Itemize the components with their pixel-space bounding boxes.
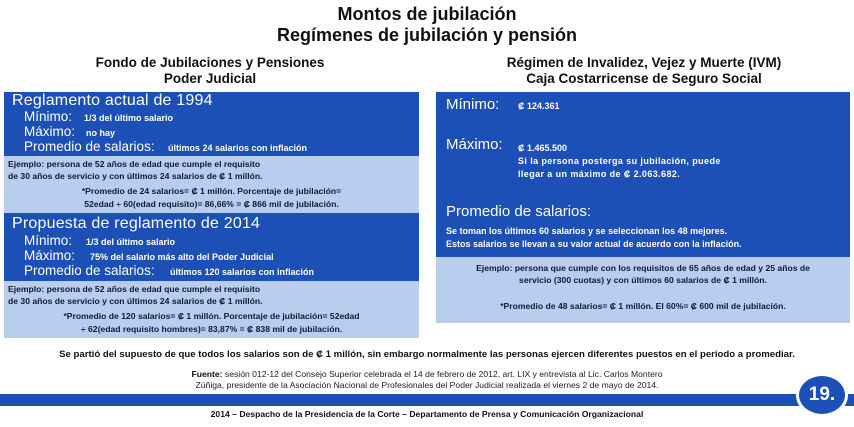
ivm-max-value: ₡ 1.465.500 bbox=[518, 143, 568, 153]
right-heading-line2: Caja Costarricense de Seguro Social bbox=[526, 71, 762, 86]
left-heading-line2: Poder Judicial bbox=[163, 71, 257, 86]
ivm-example-line2: servicio (300 cuotas) y con últimos 60 salarios de ₡ 1 millón. bbox=[519, 275, 767, 285]
ivm-min-label: Mínimo: bbox=[446, 96, 500, 113]
actual-max-label: Máximo: bbox=[24, 124, 76, 139]
bottom-bar bbox=[0, 394, 854, 406]
actual-example-line4: 52edad ÷ 60(edad requisito)= 86,66% = ₡ 866 mil de jubilación. bbox=[84, 199, 339, 209]
ivm-example-line1: Ejemplo: persona que cumple con los requisitos de 65 años de edad y 25 años de bbox=[476, 263, 810, 273]
proposal-min-value: 1/3 del último salario bbox=[86, 237, 176, 247]
page-number-badge: 19. bbox=[796, 373, 848, 417]
assumption-note: Se partió del supuesto de que todos los salarios son de ₡ 1 millón, sin embargo normalmente las personas ejercen diferentes puestos en el periodo a promediar. bbox=[59, 349, 795, 360]
ivm-avg-line1: Se toman los últimos 60 salarios y se seleccionan los 48 mejores. bbox=[446, 226, 728, 236]
proposal-min-label: Mínimo: bbox=[24, 233, 73, 248]
proposal-avg-value: últimos 120 salarios con inflación bbox=[170, 267, 315, 277]
ivm-max-note-line2: llegar a un máximo de ₡ 2.063.682. bbox=[518, 169, 681, 179]
ivm-avg-label: Promedio de salarios: bbox=[446, 203, 592, 220]
actual-example-line3: *Promedio de 24 salarios= ₡ 1 millón. Porcentaje de jubilación= bbox=[81, 186, 342, 196]
proposal-example-line2: de 30 años de servicio y con últimos 24 salarios de ₡ 1 millón. bbox=[8, 296, 263, 306]
proposal-example-panel bbox=[4, 281, 419, 338]
ivm-avg-line2: Estos salarios se llevan a su valor actual de acuerdo con la inflación. bbox=[446, 239, 742, 249]
left-column-heading bbox=[0, 55, 420, 87]
source-note bbox=[0, 369, 854, 391]
actual-avg-value: últimos 24 salarios con inflación bbox=[168, 143, 308, 153]
proposal-avg-label: Promedio de salarios: bbox=[24, 263, 155, 278]
ivm-max-label: Máximo: bbox=[446, 136, 503, 153]
actual-example-line2: de 30 años de servicio y con últimos 24 salarios de ₡ 1 millón. bbox=[8, 171, 263, 181]
ivm-max-note-line1: Si la persona posterga su jubilación, puede bbox=[518, 156, 721, 166]
actual-regulation-panel bbox=[4, 92, 419, 156]
proposal-example-line1: Ejemplo: persona de 52 años de edad que cumple el requisito bbox=[8, 284, 261, 294]
right-heading-line1: Régimen de Invalidez, Vejez y Muerte (IVM) bbox=[506, 55, 782, 70]
page-title: Montos de jubilación bbox=[337, 4, 517, 24]
right-column-heading bbox=[434, 55, 854, 87]
proposal-header: Propuesta de reglamento de 2014 bbox=[12, 215, 261, 232]
actual-max-value: no hay bbox=[86, 128, 116, 138]
proposal-max-label: Máximo: bbox=[24, 248, 76, 263]
page-subtitle: Regímenes de jubilación y pensión bbox=[276, 25, 578, 45]
proposal-example-line4: ÷ 62(edad requisito hombres)= 83,87% = ₡ 838 mil de jubilación. bbox=[80, 324, 343, 334]
actual-min-label: Mínimo: bbox=[24, 109, 73, 124]
proposal-max-value: 75% del salario más alto del Poder Judicial bbox=[90, 252, 274, 262]
actual-min-value: 1/3 del último salario bbox=[84, 113, 174, 123]
actual-example-line1: Ejemplo: persona de 52 años de edad que cumple el requisito bbox=[8, 159, 261, 169]
proposal-panel bbox=[4, 213, 419, 281]
ivm-example-line3: *Promedio de 48 salarios= ₡ 1 millón. El 60%= ₡ 600 mil de jubilación. bbox=[500, 301, 786, 311]
actual-example-panel bbox=[4, 156, 419, 213]
source-label: Fuente: bbox=[191, 369, 223, 379]
ivm-example-panel bbox=[436, 257, 850, 323]
ivm-min-value: ₡ 124.361 bbox=[518, 101, 560, 111]
left-heading-line1: Fondo de Jubilaciones y Pensiones bbox=[95, 55, 325, 70]
source-line1 bbox=[0, 369, 854, 380]
proposal-example-line3: *Promedio de 120 salarios= ₡ 1 millón. Porcentaje de jubilación= 52edad bbox=[63, 311, 360, 321]
footer-credit: 2014 – Despacho de la Presidencia de la Corte – Departamento de Prensa y Comunicación Organizacional bbox=[210, 409, 644, 419]
source-text1: sesión 012-12 del Consejo Superior celebrada el 14 de febrero de 2012, art. LIX y entrevista al Lic. Carlos Montero bbox=[222, 369, 663, 379]
source-line2: Zúñiga, presidente de la Asociación Nacional de Profesionales del Poder Judicial realizada el viernes 2 de mayo de 2014. bbox=[195, 380, 659, 390]
actual-avg-label: Promedio de salarios: bbox=[24, 139, 155, 154]
ivm-panel bbox=[436, 92, 850, 257]
actual-regulation-header: Reglamento actual de 1994 bbox=[12, 92, 213, 109]
